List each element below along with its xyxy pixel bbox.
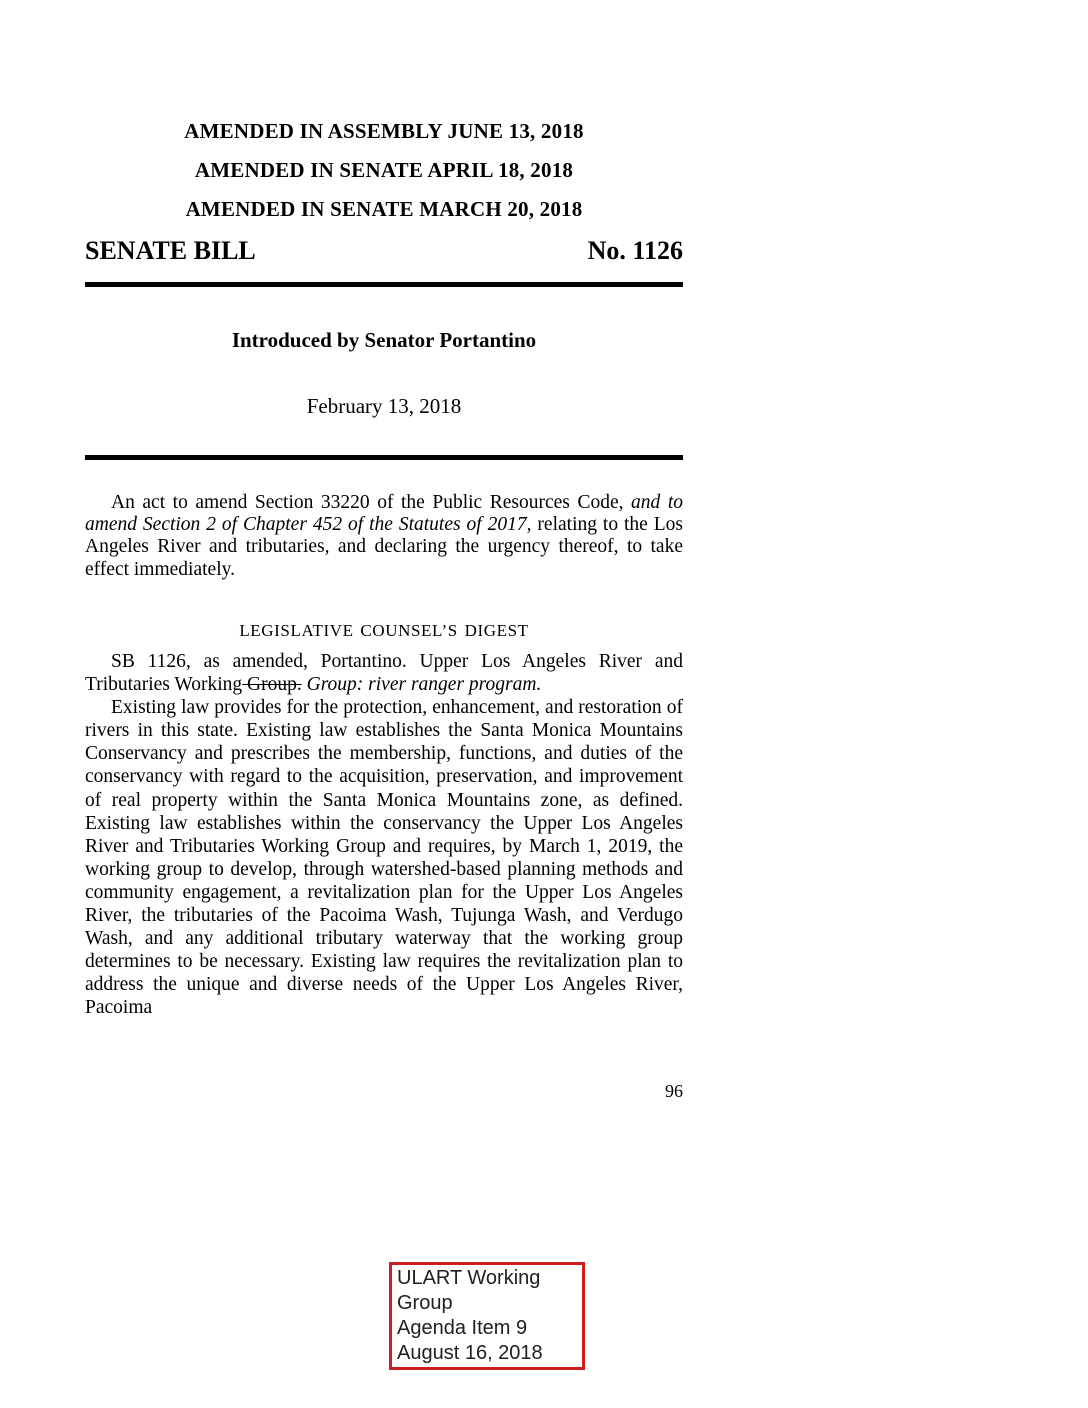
stamp-line-1: ULART Working [397,1267,541,1289]
amendment-line-3: AMENDED IN SENATE MARCH 20, 2018 [185,197,583,221]
agenda-stamp-box [389,1262,585,1370]
digest-body [85,650,683,1020]
act-text-tail: relating to the Los Angeles River and tributaries, and declaring the urgency thereof, to take effect immediately. [85,514,683,580]
divider-rule-bottom [85,455,683,460]
digest-paragraph-1 [85,650,683,696]
divider-rule-top [85,282,683,287]
bill-number: No. 1126 [587,236,683,265]
stamp-line-3: Agenda Item 9 [397,1317,528,1339]
page-number: 96 [665,1081,683,1101]
digest-heading: LEGISLATIVE COUNSEL’S DIGEST [239,621,529,640]
bill-title: SENATE BILL [85,236,256,265]
introduced-by: Introduced by Senator Portantino [231,328,537,352]
amendment-line-1: AMENDED IN ASSEMBLY JUNE 13, 2018 [184,119,584,143]
act-text-amended-italic: and to amend Section 2 of Chapter 452 of the Statutes of 2017, [85,492,683,536]
digest-text-added-italic: Group: river ranger program. [301,674,542,696]
amendment-line-2: AMENDED IN SENATE APRIL 18, 2018 [194,158,574,182]
stamp-line-4: August 16, 2018 [397,1342,543,1364]
introduction-date: February 13, 2018 [306,394,462,418]
amendment-history [85,112,683,229]
act-text-lead: An act to amend Section 33220 of the Public Resources Code, [111,492,632,513]
digest-paragraph-2: Existing law provides for the protection, enhancement, and restoration of rivers in this state. Existing law establishes the Santa Monica Mountains Conservancy and prescribes the membership, functions, and duties of the conservancy with regard to the acquisition, preservation, and improvement of real property within the Santa Monica Mountains zone, as defined. Existing law establishes within the conservancy the Upper Los Angeles River and Tributaries Working Group and requires, by March 1, 2019, the working group to develop, through watershed-based planning methods and community engagement, a revitalization plan for the Upper Los Angeles River, the tributaries of the Pacoima Wash, Tujunga Wash, and Verdugo Wash, and any additional tributary waterway that the working group determines to be necessary. Existing law requires the revitalization plan to address the unique and diverse needs of the Upper Los Angeles River, Pacoima [85,697,683,1019]
digest-text-deleted: Group. [242,674,302,696]
digest-text-lead: SB 1126, as amended, Portantino. Upper Los Angeles River and Tributaries Working [85,651,683,696]
act-summary [85,492,683,581]
act-paragraph [85,492,683,581]
stamp-line-2: Group [397,1292,453,1314]
bill-title-row [85,236,683,266]
